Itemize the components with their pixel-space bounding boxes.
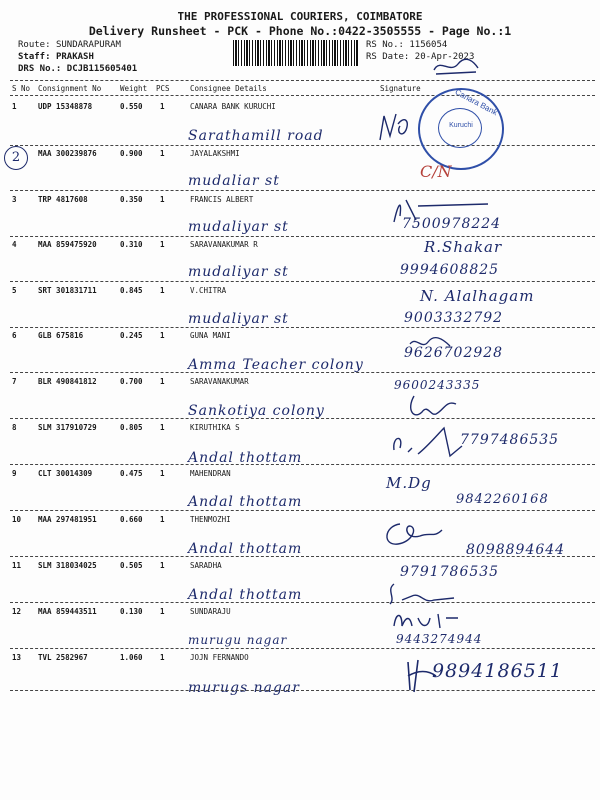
row-phone: 9994608825 — [400, 262, 500, 278]
row-weight: 0.805 — [120, 423, 143, 432]
row-sno: 1 — [12, 102, 17, 111]
row-separator — [10, 510, 595, 511]
row-phone: 8098894644 — [466, 542, 566, 558]
header-separator-bottom — [10, 95, 595, 96]
row-sno: 6 — [12, 331, 17, 340]
row-sno: 8 — [12, 423, 17, 432]
row-pcs: 1 — [160, 102, 165, 111]
row10-signature — [380, 518, 450, 552]
col-signature: Signature — [380, 84, 421, 93]
row-consignee: JAYALAKSHMI — [190, 149, 240, 158]
row-separator — [10, 145, 595, 146]
row-address: murugs nagar — [188, 680, 300, 696]
row-sno: 4 — [12, 240, 17, 249]
row-weight: 0.660 — [120, 515, 143, 524]
row-address: Amma Teacher colony — [188, 357, 364, 373]
row-weight: 1.060 — [120, 653, 143, 662]
row1-signature — [376, 110, 416, 146]
row-signature: M.Dg — [386, 474, 432, 492]
row-separator — [10, 556, 595, 557]
rs-no-line — [366, 40, 447, 50]
row-consignment: MAA 859475920 — [38, 240, 97, 249]
row-sno: 11 — [12, 561, 22, 570]
row-pcs: 1 — [160, 515, 165, 524]
col-consignee: Consignee Details — [190, 84, 267, 93]
row12-signature — [388, 608, 468, 634]
row-consignment: MAA 300239876 — [38, 149, 97, 158]
row-weight: 0.475 — [120, 469, 143, 478]
row-separator — [10, 418, 595, 419]
row-pcs: 1 — [160, 423, 165, 432]
row-pcs: 1 — [160, 653, 165, 662]
staff-value: PRAKASH — [55, 52, 94, 62]
row-separator — [10, 281, 595, 282]
col-pcs: PCS — [156, 84, 170, 93]
row-address: Andal thottam — [188, 541, 303, 557]
row-weight: 0.310 — [120, 240, 143, 249]
row-consignee: KIRUTHIKA S — [190, 423, 240, 432]
row-sno: 10 — [12, 515, 22, 524]
row-consignment: SLM 317910729 — [38, 423, 97, 432]
row-separator — [10, 602, 595, 603]
row-pcs: 1 — [160, 607, 165, 616]
row-sno: 5 — [12, 286, 17, 295]
row-address: Sarathamill road — [188, 128, 324, 144]
row-address: Andal thottam — [188, 450, 303, 466]
row7-signature — [404, 390, 464, 424]
stamp-branch: Kuruchi — [449, 122, 473, 129]
row-pcs: 1 — [160, 377, 165, 386]
row-phone: 7797486535 — [460, 432, 560, 448]
row-consignee: SARADHA — [190, 561, 222, 570]
row-sno: 3 — [12, 195, 17, 204]
row-pcs: 1 — [160, 331, 165, 340]
row-weight: 0.245 — [120, 331, 143, 340]
row-consignment: UDP 15348878 — [38, 102, 93, 111]
rs-date-value: 20-Apr-2023 — [414, 52, 475, 62]
row-signature: R.Shakar — [424, 238, 503, 256]
row-pcs: 1 — [160, 469, 165, 478]
row-weight: 0.350 — [120, 195, 143, 204]
col-consignment: Consignment No — [38, 84, 102, 93]
header-signature — [430, 56, 482, 78]
staff-line — [18, 52, 94, 62]
row-phone: 7500978224 — [402, 216, 502, 232]
row-separator — [10, 648, 595, 649]
row-address: mudaliyar st — [188, 311, 289, 327]
row-consignee: V.CHITRA — [190, 286, 227, 295]
row-pcs: 1 — [160, 561, 165, 570]
row3-signature — [388, 194, 498, 226]
row-consignee: MAHENDRAN — [190, 469, 231, 478]
stamp-bank-name: Canara Bank — [453, 87, 499, 118]
row13-signature — [404, 656, 440, 696]
row-sno: 9 — [12, 469, 17, 478]
row-consignment: GLB 675816 — [38, 331, 84, 340]
header-separator-top — [10, 80, 595, 81]
row-consignee: FRANCIS ALBERT — [190, 195, 254, 204]
circled-row-number: 2 — [4, 146, 28, 170]
cn-mark: C/N — [420, 162, 452, 181]
row-phone: 9443274944 — [396, 632, 483, 646]
row-consignee: SARAVANAKUMAR R — [190, 240, 258, 249]
row-pcs: 1 — [160, 149, 165, 158]
row-weight: 0.900 — [120, 149, 143, 158]
row-phone: 9842260168 — [456, 492, 549, 507]
row-consignment: SLM 318034025 — [38, 561, 97, 570]
rs-no-label: RS No.: — [366, 40, 404, 50]
row-consignment: BLR 490841812 — [38, 377, 97, 386]
row-sno: 12 — [12, 607, 22, 616]
row-consignment: CLT 30014309 — [38, 469, 93, 478]
staff-label: Staff: — [18, 52, 51, 62]
row-consignee: THENMOZHI — [190, 515, 231, 524]
row-phone: 9791786535 — [400, 564, 500, 580]
row-weight: 0.550 — [120, 102, 143, 111]
row-consignee: SUNDARAJU — [190, 607, 231, 616]
row-consignee: JOJN FERNANDO — [190, 653, 249, 662]
row-phone: 9600243335 — [394, 378, 481, 392]
row-consignment: MAA 859443511 — [38, 607, 97, 616]
row-weight: 0.845 — [120, 286, 143, 295]
row-weight: 0.700 — [120, 377, 143, 386]
row-separator — [10, 236, 595, 237]
row-sno: 13 — [12, 653, 22, 662]
row-weight: 0.505 — [120, 561, 143, 570]
drs-label: DRS No.: — [18, 64, 62, 74]
row-separator — [10, 372, 595, 373]
row-consignment: MAA 297481951 — [38, 515, 97, 524]
row-pcs: 1 — [160, 240, 165, 249]
row-pcs: 1 — [160, 286, 165, 295]
row-address: murugu nagar — [188, 633, 288, 647]
row-pcs: 1 — [160, 195, 165, 204]
row-consignee: SARAVANAKUMAR — [190, 377, 249, 386]
row8-signature — [388, 426, 468, 460]
row-consignment: SRT 301831711 — [38, 286, 97, 295]
row-address: Sankotiya colony — [188, 403, 325, 419]
col-weight: Weight — [120, 84, 148, 93]
drs-line — [18, 64, 137, 74]
row-consignment: TVL 2582967 — [38, 653, 88, 662]
row-consignment: TRP 4817608 — [38, 195, 88, 204]
runsheet-subtitle: Delivery Runsheet - PCK - Phone No.:0422-3505555 - Page No.:1 — [88, 24, 512, 38]
row6-signature — [406, 334, 456, 352]
row-address: Andal thottam — [188, 587, 303, 603]
company-title: THE PROFESSIONAL COURIERS, COIMBATORE — [177, 10, 423, 23]
route-line — [18, 40, 121, 50]
col-sno: S No — [12, 84, 31, 93]
row-address: mudaliyar st — [188, 219, 289, 235]
row-address: mudaliyar st — [188, 264, 289, 280]
row-consignee: CANARA BANK KURUCHI — [190, 102, 276, 111]
barcode — [233, 40, 358, 66]
row-address: Andal thottam — [188, 494, 303, 510]
row-separator — [10, 327, 595, 328]
rs-date-label: RS Date: — [366, 52, 410, 62]
route-value: SUNDARAPURAM — [55, 40, 121, 50]
drs-value: DCJB115605401 — [66, 64, 138, 74]
row-signature: N. Alalhagam — [420, 287, 535, 305]
canara-bank-stamp — [418, 88, 504, 170]
row-separator — [10, 464, 595, 465]
row-consignee: GUNA MANI — [190, 331, 231, 340]
row11-signature — [384, 578, 464, 608]
row-address: mudaliar st — [188, 173, 280, 189]
row-phone: 9626702928 — [404, 345, 504, 361]
route-label: Route: — [18, 40, 51, 50]
rs-no-value: 1156054 — [409, 40, 448, 50]
row-phone: 9003332792 — [404, 310, 504, 326]
row-weight: 0.130 — [120, 607, 143, 616]
row-sno: 7 — [12, 377, 17, 386]
row-separator — [10, 690, 595, 691]
row-separator — [10, 190, 595, 191]
row-phone: 9894186511 — [432, 660, 563, 682]
